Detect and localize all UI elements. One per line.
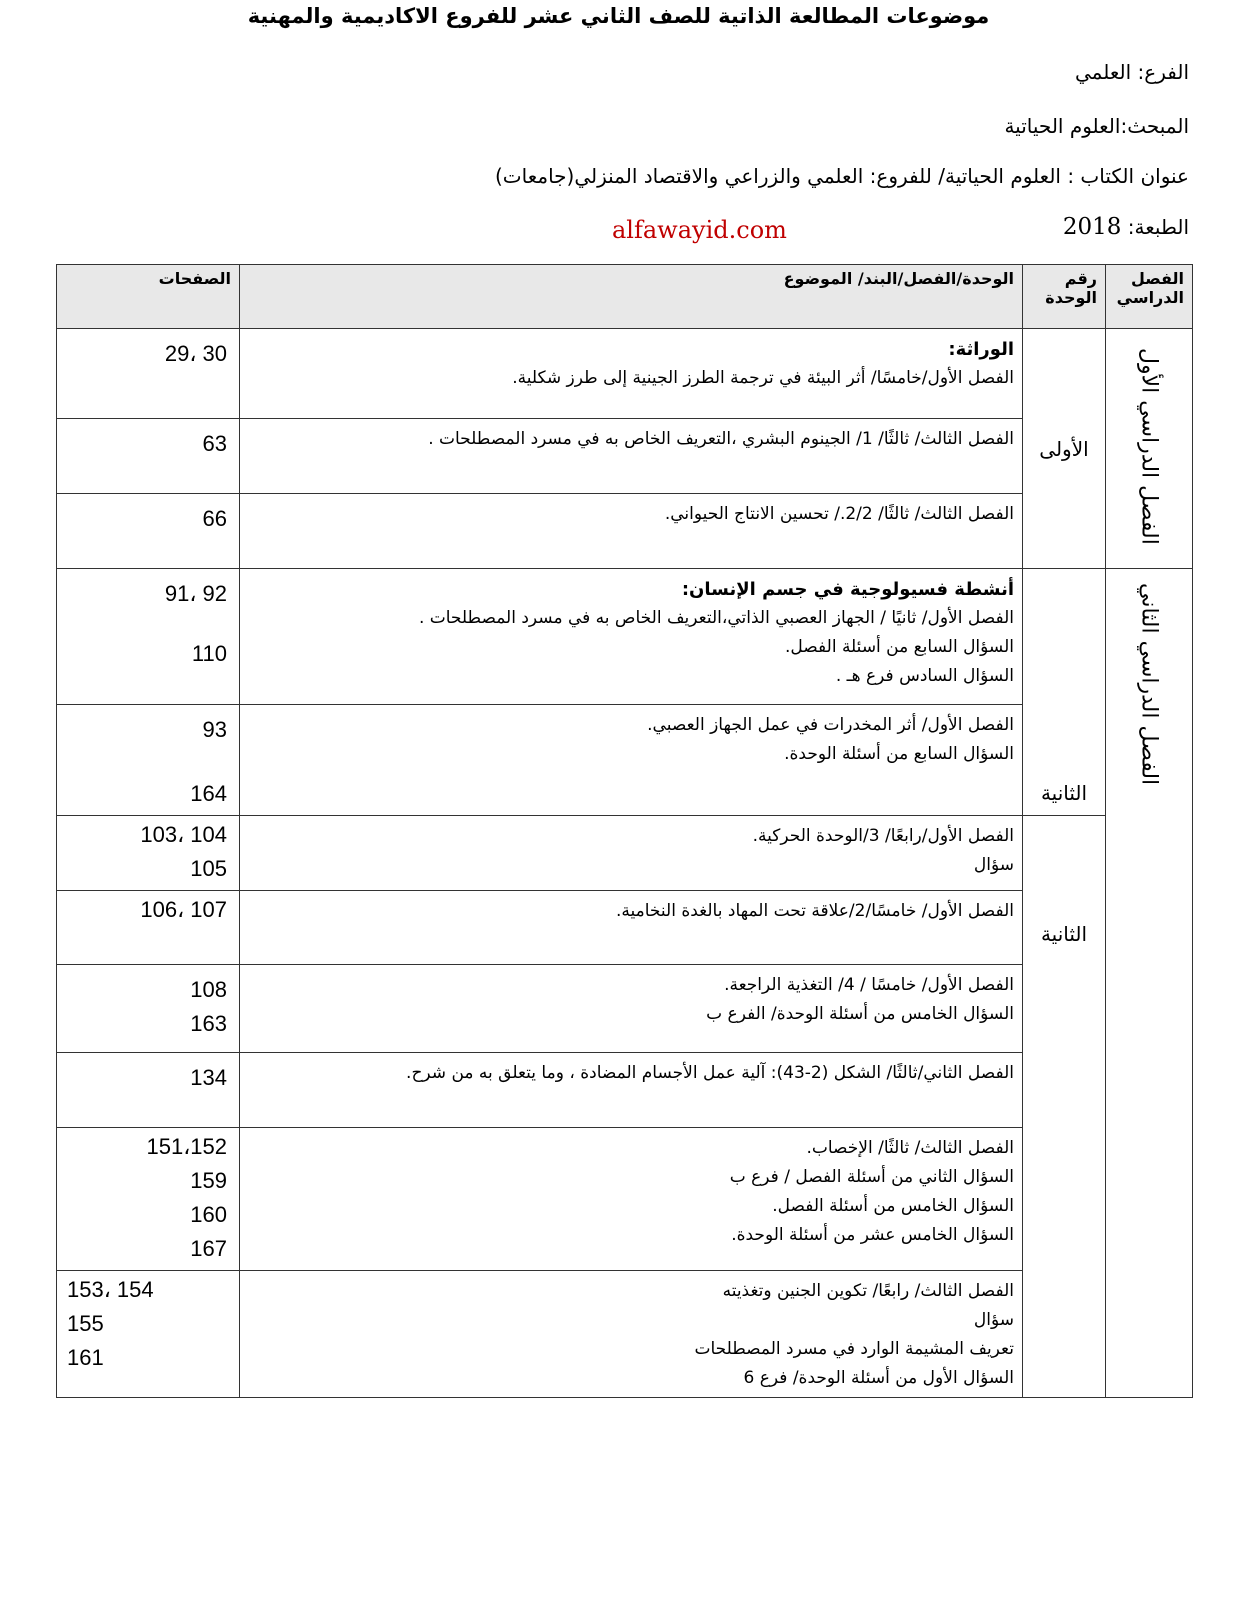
unit-cell: الثانية — [1023, 816, 1106, 1398]
topic-cell: الفصل الثالث/ ثالثًا/ 2/2./ تحسين الانتاج الحيواني. — [240, 494, 1023, 569]
page-title: موضوعات المطالعة الذاتية للصف الثاني عشر للفروع الاكاديمية والمهنية — [247, 4, 990, 28]
topic-cell: الفصل الأول/ خامسًا/2/علاقة تحت المهاد بالغدة النخامية. — [240, 891, 1023, 965]
unit-cell: الأولى — [1023, 329, 1106, 569]
topic-cell: الوراثة: الفصل الأول/خامسًا/ أثر البيئة في ترجمة الطرز الجينية إلى طرز شكلية. — [240, 329, 1023, 419]
topic-cell: أنشطة فسيولوجية في جسم الإنسان: الفصل الأول/ ثانيًا / الجهاز العصبي الذاتي،التعريف الخاص به في مسرد المصطلحات . السؤال السابع من أسئلة الفصل. السؤال السادس فرع هـ . — [240, 569, 1023, 705]
topic-cell: الفصل الثالث/ ثالثًا/ 1/ الجينوم البشري ،التعريف الخاص به في مسرد المصطلحات . — [240, 419, 1023, 494]
branch-label: الفرع: العلمي — [1075, 60, 1189, 84]
table-row — [57, 965, 1193, 1053]
topic-cell: الفصل الثالث/ رابعًا/ تكوين الجنين وتغذيته سؤال تعريف المشيمة الوارد في مسرد المصطلحات السؤال الأول من أسئلة الوحدة/ فرع 6 — [240, 1271, 1023, 1398]
topics-table — [56, 264, 1193, 1398]
table-row — [57, 1271, 1193, 1398]
pages-cell: 29، 30 — [57, 329, 240, 419]
edition-year: 2018 — [1062, 214, 1122, 240]
pages-cell: 91، 92 110 — [57, 569, 240, 705]
unit-cell: الثانية — [1023, 569, 1106, 816]
book-title-label: عنوان الكتاب : العلوم الحياتية/ للفروع: العلمي والزراعي والاقتصاد المنزلي(جامعات) — [494, 164, 1189, 188]
header-pages: الصفحات — [57, 265, 240, 329]
semester-cell: الفصل الدراسي الأول — [1106, 329, 1193, 569]
table-header-row — [57, 265, 1193, 329]
pages-cell: 103، 104 105 — [57, 816, 240, 891]
pages-cell: 106، 107 — [57, 891, 240, 965]
header-semester: الفصل الدراسي — [1106, 265, 1193, 329]
table-row — [57, 816, 1193, 891]
edition-label: الطبعة: — [1127, 215, 1189, 239]
table-row — [57, 1053, 1193, 1128]
header-topic: الوحدة/الفصل/البند/ الموضوع — [240, 265, 1023, 329]
semester-cell: الفصل الدراسي الثاني — [1106, 569, 1193, 1398]
table-row — [57, 1128, 1193, 1271]
table-row — [57, 891, 1193, 965]
table-row — [57, 705, 1193, 816]
topic-cell: الفصل الأول/رابعًا/ 3/الوحدة الحركية. سؤال — [240, 816, 1023, 891]
edition-line — [1063, 214, 1189, 240]
pages-cell: 134 — [57, 1053, 240, 1128]
topic-cell: الفصل الأول/ خامسًا / 4/ التغذية الراجعة. السؤال الخامس من أسئلة الوحدة/ الفرع ب — [240, 965, 1023, 1053]
topic-cell: الفصل الأول/ أثر المخدرات في عمل الجهاز العصبي. السؤال السابع من أسئلة الوحدة. — [240, 705, 1023, 816]
topic-cell: الفصل الثاني/ثالثًا/ الشكل (2-43): آلية عمل الأجسام المضادة ، وما يتعلق به من شرح. — [240, 1053, 1023, 1128]
watermark-link: alfawayid.com — [612, 216, 787, 244]
table-row — [57, 494, 1193, 569]
header-unit-number: رقم الوحدة — [1023, 265, 1106, 329]
table-row — [57, 419, 1193, 494]
table-row — [57, 569, 1193, 705]
pages-cell: 66 — [57, 494, 240, 569]
topic-cell: الفصل الثالث/ ثالثًا/ الإخصاب. السؤال الثاني من أسئلة الفصل / فرع ب السؤال الخامس من أسئلة الفصل. السؤال الخامس عشر من أسئلة الوحدة. — [240, 1128, 1023, 1271]
pages-cell: 153، 154 155 161 — [57, 1271, 240, 1398]
pages-cell: 63 — [57, 419, 240, 494]
pages-cell: 93 164 — [57, 705, 240, 816]
pages-cell: 151،152 159 160 167 — [57, 1128, 240, 1271]
table-row — [57, 329, 1193, 419]
subject-label: المبحث:العلوم الحياتية — [1004, 114, 1189, 138]
pages-cell: 108 163 — [57, 965, 240, 1053]
